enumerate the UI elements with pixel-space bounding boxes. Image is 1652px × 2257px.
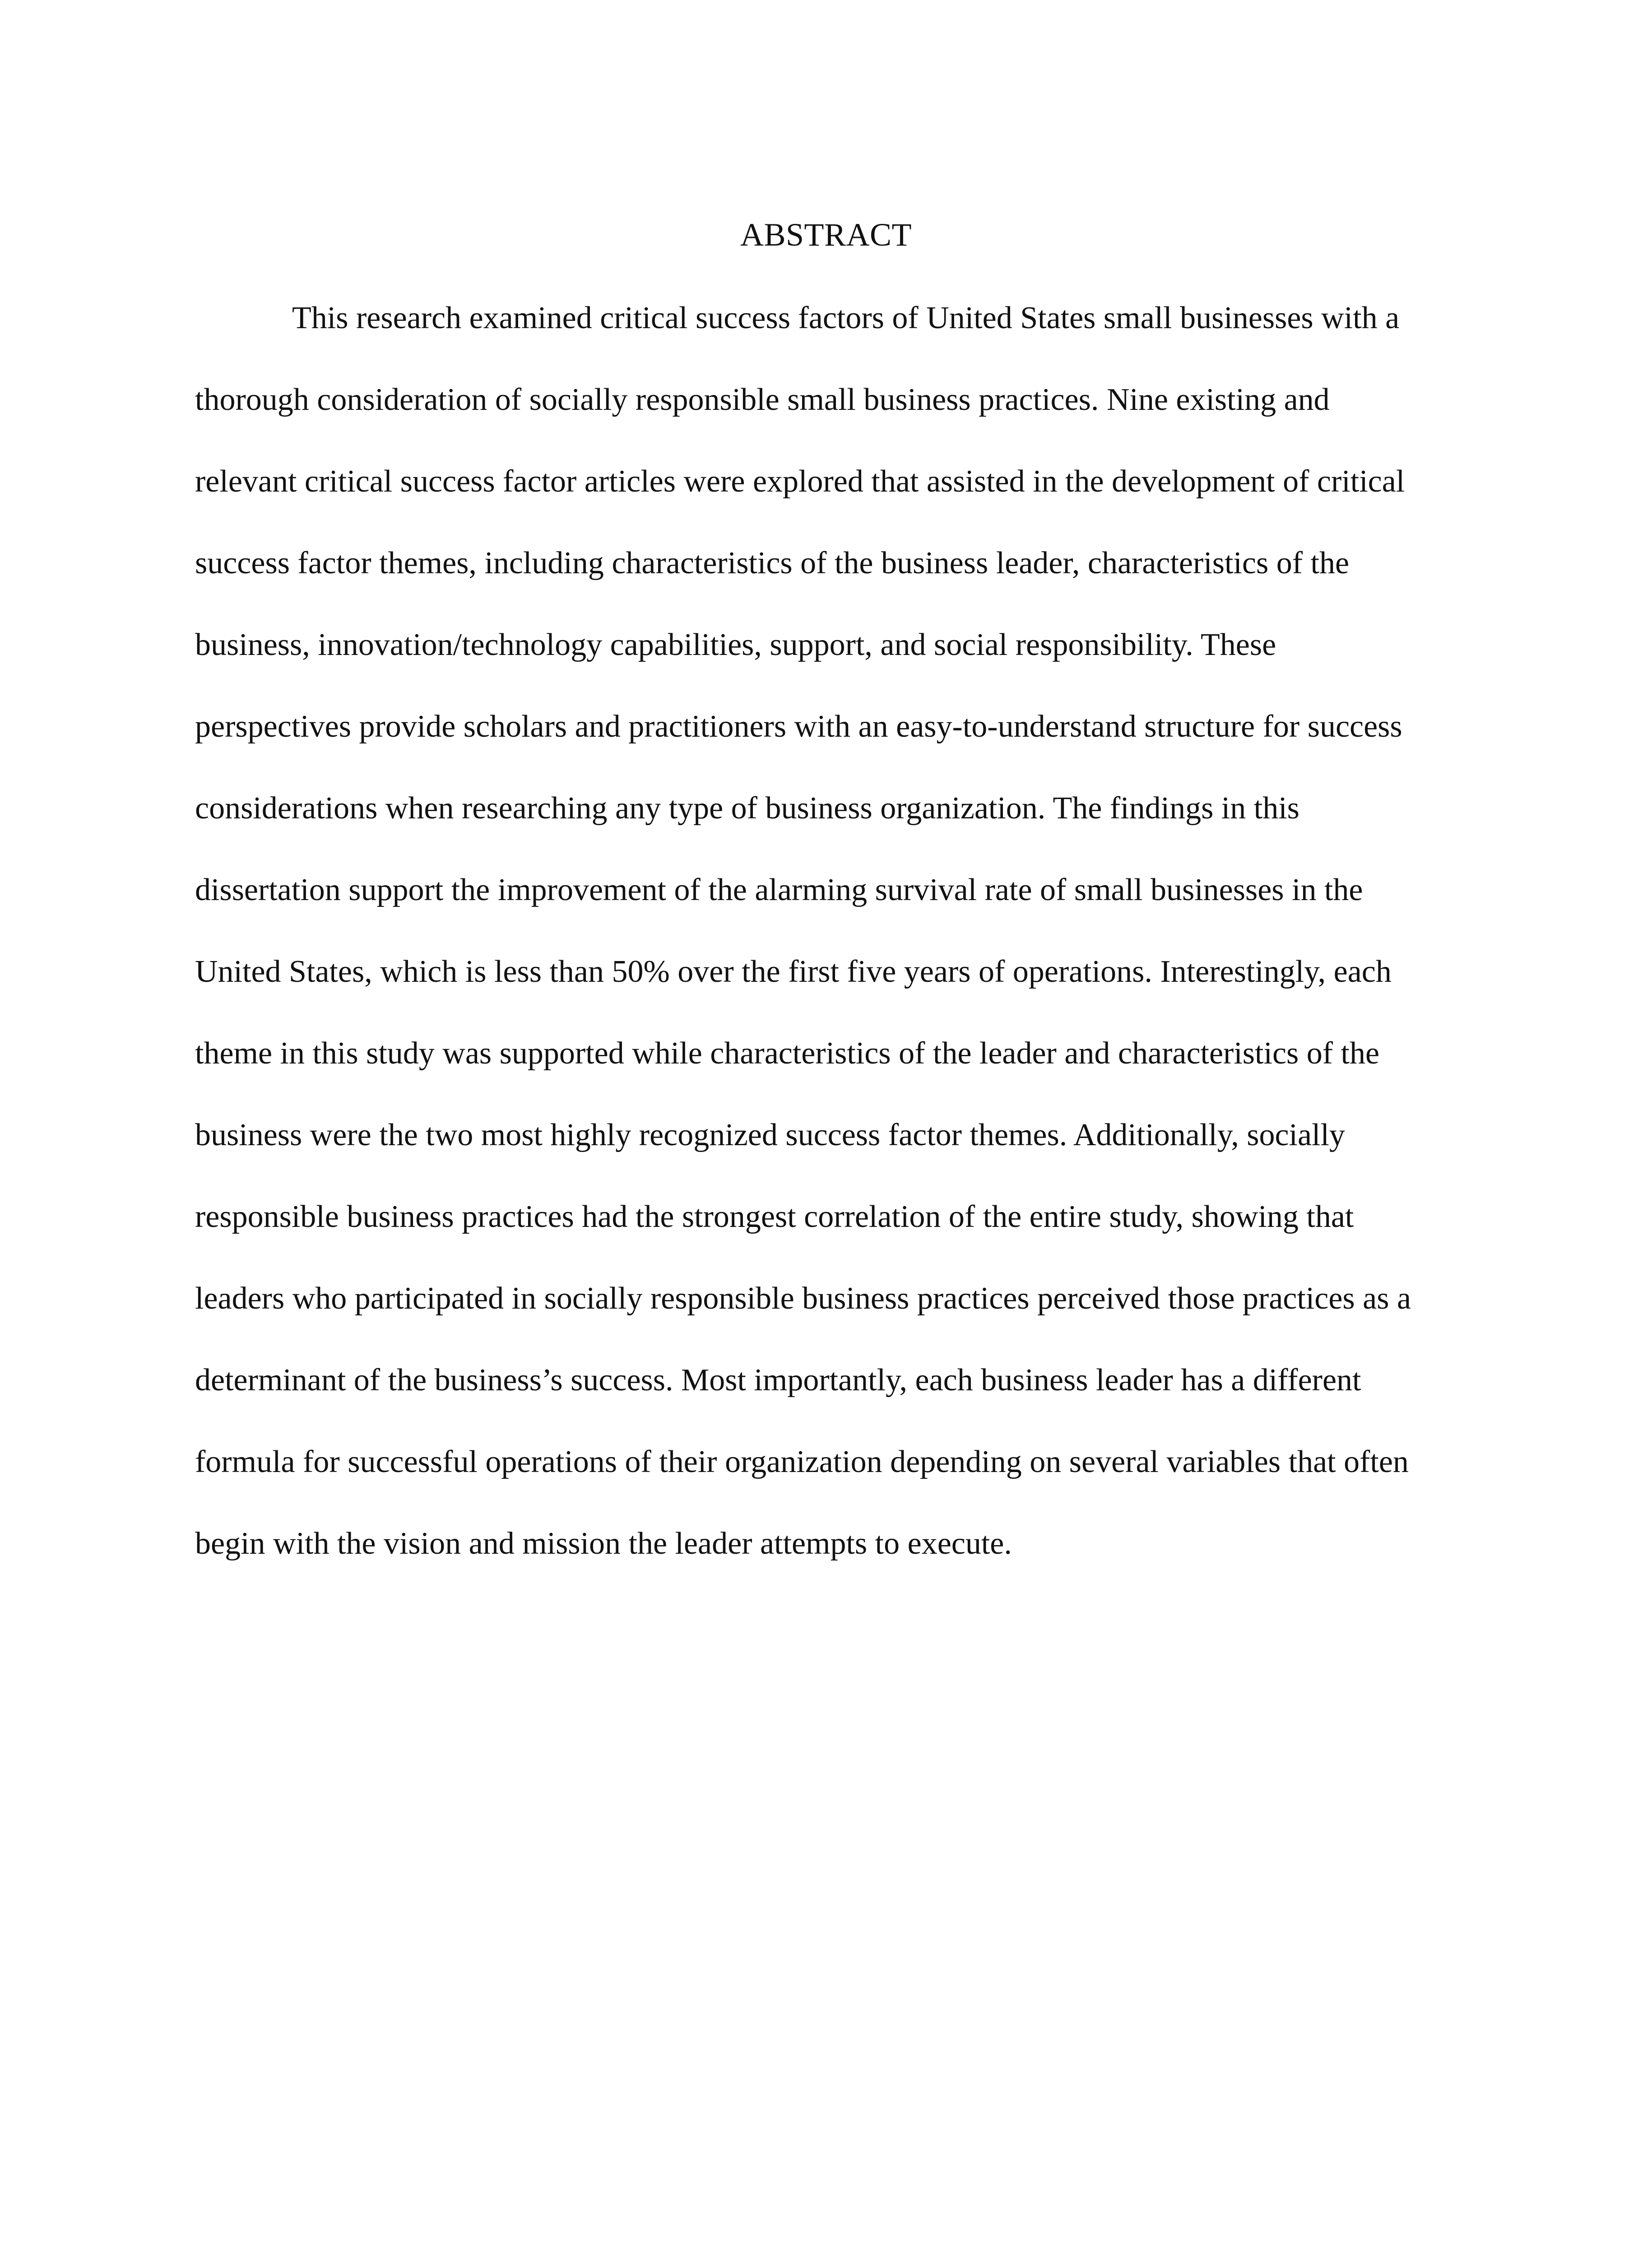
abstract-line-10: theme in this study was supported while characteristics of the leader and characteristics of the (195, 1036, 1380, 1071)
abstract-line-3: relevant critical success factor articles were explored that assisted in the development of critical (195, 464, 1405, 499)
abstract-line-4: success factor themes, including characteristics of the business leader, characteristics of the (195, 546, 1350, 581)
abstract-line-16: begin with the vision and mission the leader attempts to execute. (195, 1526, 1012, 1561)
abstract-line-1: This research examined critical success factors of United States small businesses with a (292, 301, 1400, 335)
abstract-line-8: dissertation support the improvement of the alarming survival rate of small businesses in the (195, 873, 1363, 907)
abstract-line-12: responsible business practices had the strongest correlation of the entire study, showing that (195, 1199, 1354, 1234)
abstract-line-5: business, innovation/technology capabilities, support, and social responsibility. These (195, 627, 1276, 662)
abstract-line-6: perspectives provide scholars and practitioners with an easy-to-understand structure for success (195, 709, 1402, 744)
abstract-heading: ABSTRACT (740, 217, 912, 253)
abstract-line-2: thorough consideration of socially responsible small business practices. Nine existing and (195, 382, 1330, 417)
abstract-line-14: determinant of the business’s success. Most importantly, each business leader has a different (195, 1363, 1361, 1398)
abstract-line-7: considerations when researching any type of business organization. The findings in this (195, 791, 1299, 826)
abstract-line-13: leaders who participated in socially responsible business practices perceived those practices as a (195, 1281, 1411, 1316)
abstract-line-9: United States, which is less than 50% over the first five years of operations. Interestingly, each (195, 954, 1392, 989)
abstract-line-11: business were the two most highly recognized success factor themes. Additionally, socially (195, 1118, 1345, 1152)
abstract-line-15: formula for successful operations of their organization depending on several variables that often (195, 1444, 1409, 1479)
